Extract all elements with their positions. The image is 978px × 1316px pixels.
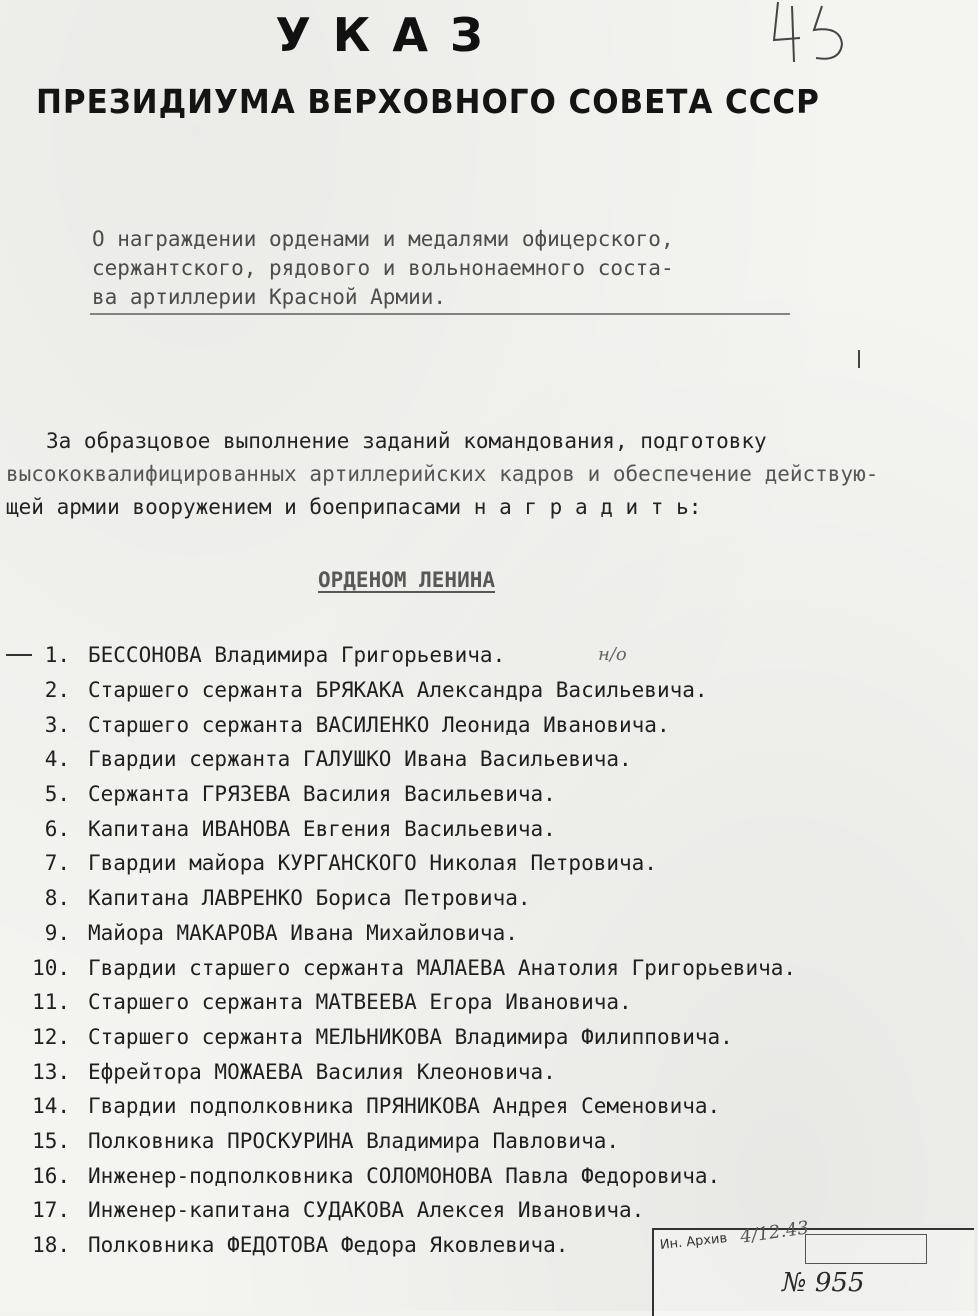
item-number: 13. (32, 1059, 70, 1084)
item-number: 1. (44, 643, 70, 668)
awardee-list (0, 638, 978, 1262)
list-item (0, 1020, 978, 1055)
item-number: 3. (44, 712, 70, 737)
item-number: 18. (32, 1233, 70, 1258)
item-text: Старшего сержанта МАТВЕЕВА Егора Ивановича. (88, 990, 632, 1015)
decree-title: УКАЗ (275, 8, 505, 62)
section-title: ОРДЕНОМ ЛЕНИНА (318, 568, 496, 592)
list-item (0, 811, 978, 846)
item-number: 16. (32, 1163, 70, 1188)
preamble-line: щей армии вооружением и боеприпасами н а г р а д и т ь: (6, 495, 702, 519)
handwritten-page-number (770, 0, 860, 70)
item-text: Гвардии сержанта ГАЛУШКО Ивана Васильевича. (88, 747, 632, 772)
preamble-line: высококвалифицированных артиллерийских кадров и обеспечение действую- (6, 462, 879, 486)
item-number: 11. (32, 990, 70, 1015)
item-number: 7. (44, 851, 70, 876)
list-item (0, 742, 978, 777)
item-text: Полковника ФЕДОТОВА Федора Яковлевича. (88, 1233, 569, 1258)
item-number: 2. (44, 678, 70, 703)
item-text: Капитана ЛАВРЕНКО Бориса Петровича. (88, 886, 531, 911)
heading-underline (90, 313, 790, 315)
stamp-box (805, 1234, 927, 1264)
item-number: 4. (44, 747, 70, 772)
list-item (0, 1124, 978, 1159)
item-number: 15. (32, 1128, 70, 1153)
decree-heading: О награждении орденами и медалями офицерского, сержантского, рядового и вольнонаемного соста- ва артиллерии Красной Армии. (92, 227, 674, 309)
item-number: 10. (32, 955, 70, 980)
item-text: Старшего сержанта МЕЛЬНИКОВА Владимира Филипповича. (88, 1024, 733, 1049)
item-text: Старшего сержанта БРЯКАКА Александра Васильевича. (88, 678, 708, 703)
stamp-label: Ин. Архив (659, 1230, 728, 1253)
item-text: Гвардии майора КУРГАНСКОГО Николая Петровича. (88, 851, 657, 876)
item-text: Гвардии старшего сержанта МАЛАЕВА Анатолия Григорьевича. (88, 955, 797, 980)
item-text: Сержанта ГРЯЗЕВА Василия Васильевича. (88, 782, 556, 807)
list-item (0, 950, 978, 985)
item-text: Полковника ПРОСКУРИНА Владимира Павловича. (88, 1128, 620, 1153)
item-number: 17. (32, 1198, 70, 1223)
decree-preamble (0, 425, 978, 524)
item-text: Инженер-капитана СУДАКОВА Алексея Ивановича. (88, 1198, 645, 1223)
item-text: БЕССОНОВА Владимира Григорьевича. (88, 643, 506, 668)
item-text: Гвардии подполковника ПРЯНИКОВА Андрея Семеновича. (88, 1094, 721, 1119)
list-item (0, 985, 978, 1020)
handwritten-note: н/о (598, 644, 627, 665)
list-item (0, 777, 978, 812)
item-number: 14. (32, 1094, 70, 1119)
preamble-line: За образцовое выполнение заданий командования, подготовку (46, 429, 767, 453)
item-number: 9. (44, 920, 70, 945)
stamp-number: № 955 (782, 1268, 865, 1298)
item-number: 5. (44, 782, 70, 807)
list-item (0, 1054, 978, 1089)
list-item (0, 1089, 978, 1124)
item-text: Капитана ИВАНОВА Евгения Васильевича. (88, 816, 556, 841)
stamp-handwriting: 4/12.43 (738, 1217, 811, 1248)
decree-subtitle: ПРЕЗИДИУМА ВЕРХОВНОГО СОВЕТА СССР (36, 82, 820, 121)
item-text: Ефрейтора МОЖАЕВА Василия Клеоновича. (88, 1059, 556, 1084)
list-item (0, 638, 978, 673)
list-item (0, 1158, 978, 1193)
list-item (0, 1193, 978, 1228)
item-text: Майора МАКАРОВА Ивана Михайловича. (88, 920, 518, 945)
list-item (0, 707, 978, 742)
item-text: Старшего сержанта ВАСИЛЕНКО Леонида Ивановича. (88, 712, 670, 737)
list-item (0, 881, 978, 916)
list-item (0, 916, 978, 951)
margin-tick (858, 350, 860, 368)
item-number: 12. (32, 1024, 70, 1049)
list-item (0, 673, 978, 708)
item-number: 6. (44, 816, 70, 841)
item-text: Инженер-подполковника СОЛОМОНОВА Павла Федоровича. (88, 1163, 721, 1188)
item-number: 8. (44, 886, 70, 911)
list-item (0, 846, 978, 881)
